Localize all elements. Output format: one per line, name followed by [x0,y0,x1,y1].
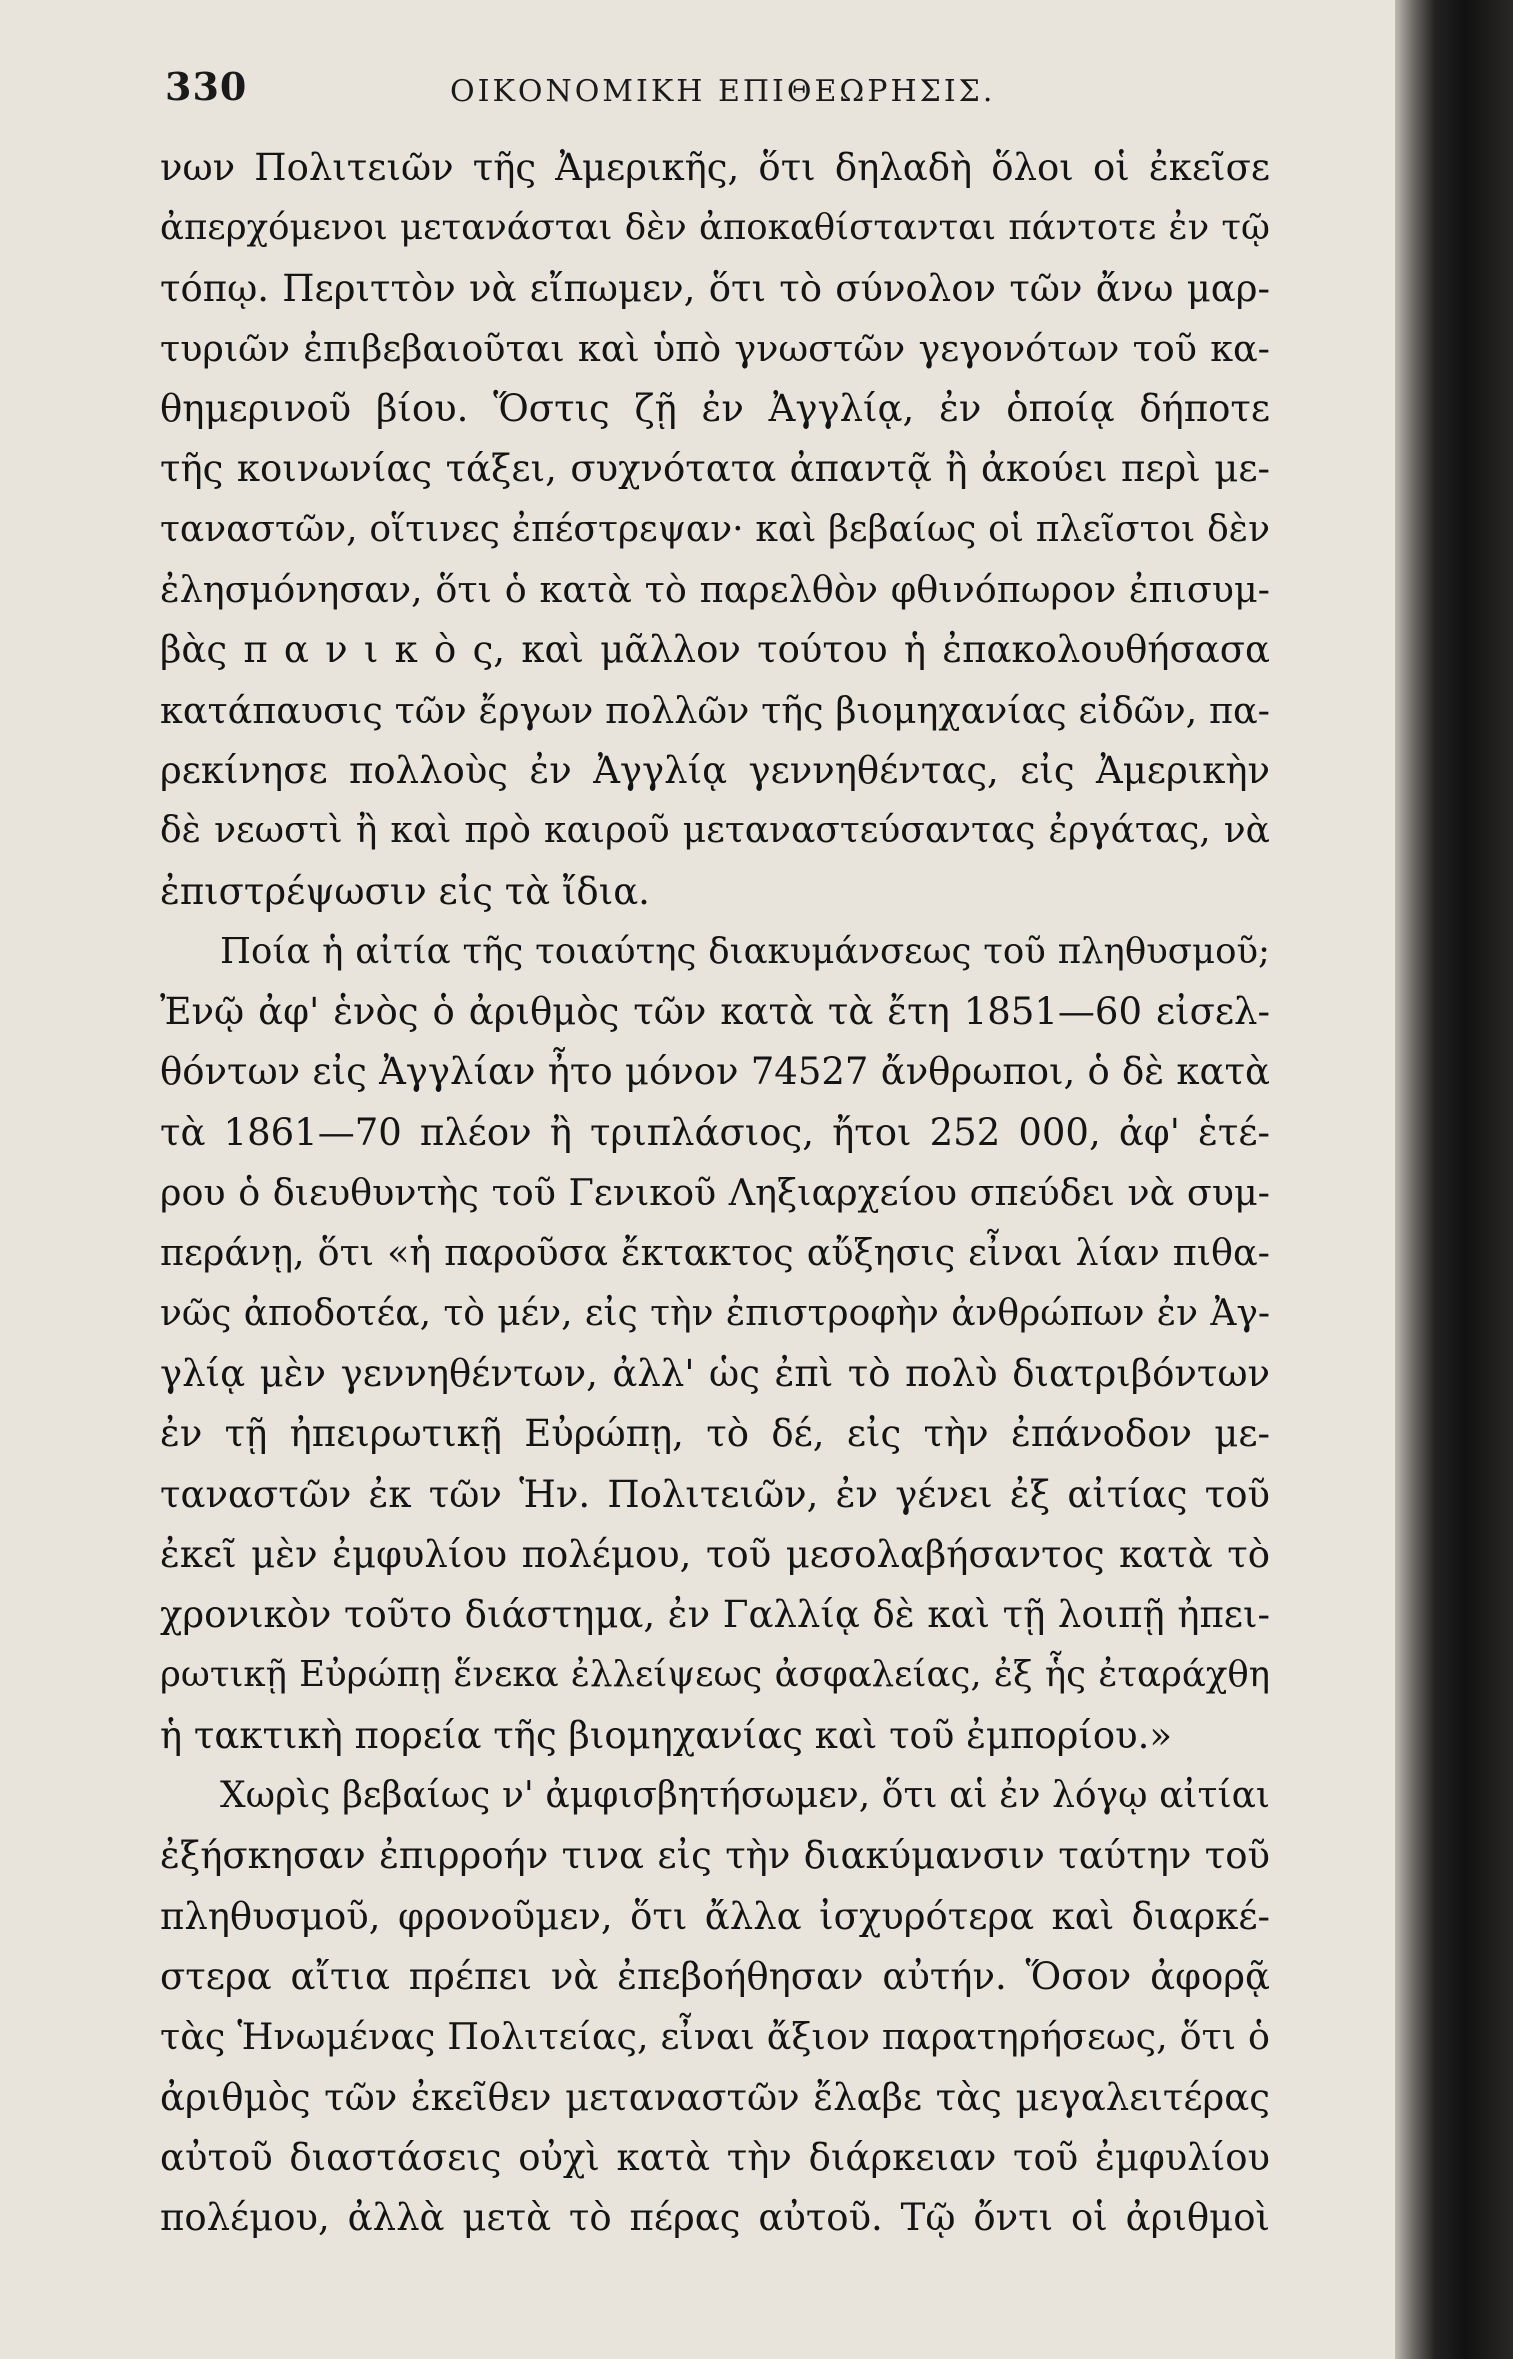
text-line: τῆς κοινωνίας τάξει, συχνότατα ἀπαντᾷ ἢ ἀκούει περὶ με- [160,447,1270,491]
text-line: ρου ὁ διευθυντὴς τοῦ Γενικοῦ Ληξιαρχείου σπεύδει νὰ συμ- [160,1171,1270,1215]
text-line: Ποία ἡ αἰτία τῆς τοιαύτης διακυμάνσεως τοῦ πληθυσμοῦ; [220,930,1270,972]
text-line: ἀπερχόμενοι μετανάσται δὲν ἀποκαθίστανται πάντοτε ἐν τῷ [160,207,1270,249]
text-line: ρωτικῇ Εὐρώπῃ ἕνεκα ἐλλείψεως ἀσφαλείας, ἐξ ἧς ἐταράχθη [160,1654,1270,1696]
text-line: ἐλησμόνησαν, ὅτι ὁ κατὰ τὸ παρελθὸν φθινόπωρον ἐπισυμ- [160,568,1270,612]
text-line: αὐτοῦ διαστάσεις οὐχὶ κατὰ τὴν διάρκειαν τοῦ ἐμφυλίου [160,2135,1270,2179]
book-gutter-shadow [1395,0,1513,2359]
text-line: ἐξήσκησαν ἐπιρροήν τινα εἰς τὴν διακύμανσιν ταύτην τοῦ [160,1834,1270,1878]
text-line: ἐν τῇ ἠπειρωτικῇ Εὐρώπῃ, τὸ δέ, εἰς τὴν ἐπάνοδον με- [160,1412,1270,1456]
text-line: θημερινοῦ βίου. Ὅστις ζῇ ἐν Ἀγγλίᾳ, ἐν ὁποίᾳ δήποτε [160,387,1270,431]
text-line: πολέμου, ἀλλὰ μετὰ τὸ πέρας αὐτοῦ. Τῷ ὄντι οἱ ἀριθμοὶ [160,2196,1270,2240]
text-line: στερα αἴτια πρέπει νὰ ἐπεβοήθησαν αὐτήν. Ὅσον ἀφορᾷ [160,1954,1270,1998]
text-line: βὰς π α ν ι κ ὸ ς, καὶ μᾶλλον τούτου ἡ ἐπακολουθήσασα [160,628,1270,672]
text-line: ταναστῶν, οἵτινες ἐπέστρεψαν· καὶ βεβαίως οἱ πλεῖστοι δὲν [160,508,1270,550]
text-line: δὲ νεωστὶ ἢ καὶ πρὸ καιροῦ μεταναστεύσαντας ἐργάτας, νὰ [160,810,1270,852]
text-line: τὰς Ἡνωμένας Πολιτείας, εἶναι ἄξιον παρατηρήσεως, ὅτι ὁ [160,2015,1270,2059]
running-title: ΟΙΚΟΝΟΜΙΚΗ ΕΠΙΘΕΩΡΗΣΙΣ. [450,74,996,109]
text-line: περάνῃ, ὅτι «ἡ παροῦσα ἔκτακτος αὔξησις εἶναι λίαν πιθα- [160,1231,1270,1275]
body-text [160,138,1270,2248]
text-line: νῶς ἀποδοτέα, τὸ μέν, εἰς τὴν ἐπιστροφὴν ἀνθρώπων ἐν Ἀγ- [160,1292,1270,1334]
text-line: Ἐνῷ ἀφ' ἑνὸς ὁ ἀριθμὸς τῶν κατὰ τὰ ἔτη 1851—60 εἰσελ- [160,990,1270,1034]
text-line: ἐπιστρέψωσιν εἰς τὰ ἴδια. [160,869,650,913]
text-line: ρεκίνησε πολλοὺς ἐν Ἀγγλίᾳ γεννηθέντας, εἰς Ἀμερικὴν [160,748,1270,792]
text-line: πληθυσμοῦ, φρονοῦμεν, ὅτι ἄλλα ἰσχυρότερα καὶ διαρκέ- [160,1894,1270,1938]
text-line: ταναστῶν ἐκ τῶν Ἡν. Πολιτειῶν, ἐν γένει ἐξ αἰτίας τοῦ [160,1472,1270,1516]
text-line: θόντων εἰς Ἀγγλίαν ἦτο μόνον 74527 ἄνθρωποι, ὁ δὲ κατὰ [160,1050,1270,1094]
text-line: τυριῶν ἐπιβεβαιοῦται καὶ ὑπὸ γνωστῶν γεγονότων τοῦ κα- [160,326,1270,370]
text-line: κατάπαυσις τῶν ἔργων πολλῶν τῆς βιομηχανίας εἰδῶν, πα- [160,688,1270,732]
text-line: Χωρὶς βεβαίως ν' ἀμφισβητήσωμεν, ὅτι αἱ ἐν λόγῳ αἰτίαι [220,1775,1270,1817]
text-line: τὰ 1861—70 πλέον ἢ τριπλάσιος, ἤτοι 252 000, ἀφ' ἑτέ- [160,1110,1270,1154]
text-line: τόπῳ. Περιττὸν νὰ εἴπωμεν, ὅτι τὸ σύνολον τῶν ἄνω μαρ- [160,266,1270,310]
text-line: νων Πολιτειῶν τῆς Ἀμερικῆς, ὅτι δηλαδὴ ὅλοι οἱ ἐκεῖσε [160,146,1270,189]
page-number: 330 [165,64,248,109]
page-header [165,64,1270,124]
text-line: χρονικὸν τοῦτο διάστημα, ἐν Γαλλίᾳ δὲ καὶ τῇ λοιπῇ ἠπει- [160,1593,1270,1637]
text-line: γλίᾳ μὲν γεννηθέντων, ἀλλ' ὡς ἐπὶ τὸ πολὺ διατριβόντων [160,1351,1270,1395]
text-line: ἀριθμὸς τῶν ἐκεῖθεν μεταναστῶν ἔλαβε τὰς μεγαλειτέρας [160,2075,1270,2119]
text-line: ἐκεῖ μὲν ἐμφυλίου πολέμου, τοῦ μεσολαβήσαντος κατὰ τὸ [160,1532,1270,1576]
text-line: ἡ τακτικὴ πορεία τῆς βιομηχανίας καὶ τοῦ ἐμπορίου.» [160,1713,1172,1757]
